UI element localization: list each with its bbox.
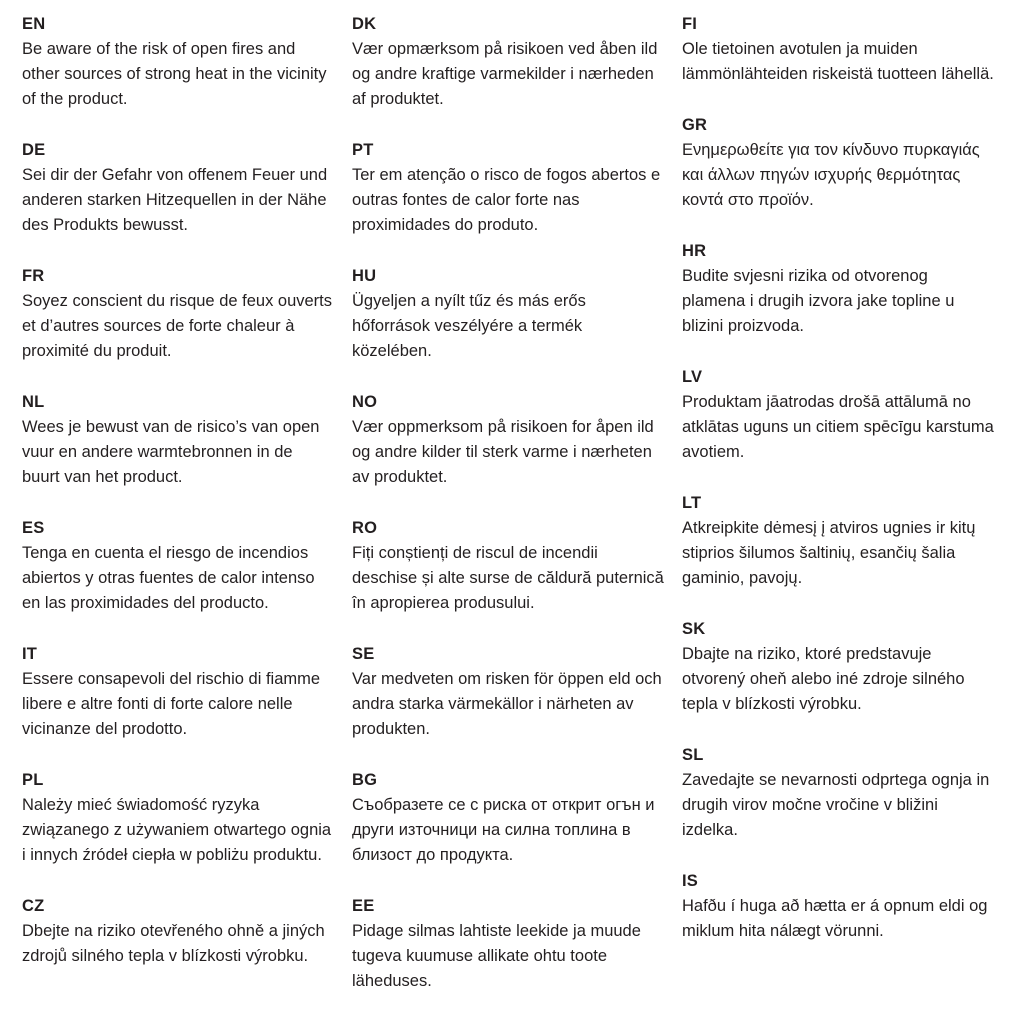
warning-text: Sei dir der Gefahr von offenem Feuer und anderen starken Hitzequellen in der Nähe des Produkts bewusst. [22, 166, 328, 234]
warning-text: Atkreipkite dėmesį į atviros ugnies ir kitų stiprios šilumos šaltinių, esančių šalia gaminio, pavojų. [682, 519, 976, 587]
language-code: IS [682, 872, 698, 890]
language-code: LT [682, 494, 702, 512]
warning-entry [682, 365, 994, 465]
warning-entry [352, 138, 664, 238]
language-code: FI [682, 15, 698, 33]
language-code: GR [682, 116, 708, 134]
warning-text: Dbajte na riziko, ktoré predstavuje otvorený oheň alebo iné zdroje silného tepla v blízkosti výrobku. [682, 645, 965, 713]
warning-entry [682, 113, 994, 213]
warning-text: Vær opmærksom på risikoen ved åben ild og andre kraftige varmekilder i nærheden af produktet. [352, 40, 658, 108]
language-code: HU [352, 267, 377, 285]
warning-text: Essere consapevoli del rischio di fiamme libere e altre fonti di forte calore nelle vicinanze del prodotto. [22, 670, 321, 738]
language-code: CZ [22, 897, 45, 915]
language-code: SE [352, 645, 375, 663]
warning-entry [352, 894, 664, 994]
warning-text: Hafðu í huga að hætta er á opnum eldi og miklum hita nálægt vörunni. [682, 897, 988, 940]
warning-entry [22, 516, 334, 616]
warning-text: Dbejte na riziko otevřeného ohně a jiných zdrojů silného tepla v blízkosti výrobku. [22, 922, 325, 965]
warning-text: Съобразете се с риска от открит огън и други източници на силна топлина в близост до продукта. [352, 796, 655, 864]
language-code: EN [22, 15, 46, 33]
language-code: DE [22, 141, 46, 159]
warning-entry [22, 894, 334, 969]
warning-text: Ενημερωθείτε για τον κίνδυνο πυρκαγιάς και άλλων πηγών ισχυρής θερμότητας κοντά στο προϊόν. [682, 141, 980, 209]
warning-text: Var medveten om risken för öppen eld och andra starka värmekällor i närheten av produkten. [352, 670, 662, 738]
language-code: DK [352, 15, 377, 33]
warning-entry [352, 768, 664, 868]
language-code: NL [22, 393, 45, 411]
language-code: SL [682, 746, 704, 764]
language-code: PT [352, 141, 374, 159]
language-code: SK [682, 620, 706, 638]
warning-entry [682, 869, 994, 944]
language-code: IT [22, 645, 38, 663]
warning-text: Zavedajte se nevarnosti odprtega ognja in drugih virov močne vročine v bližini izdelka. [682, 771, 990, 839]
warning-text: Ter em atenção o risco de fogos abertos e outras fontes de calor forte nas proximidades do produto. [352, 166, 661, 234]
warning-entry [352, 516, 664, 616]
warning-column-1 [22, 12, 334, 1020]
warning-entry [682, 743, 994, 843]
language-code: FR [22, 267, 45, 285]
warning-entry [682, 12, 994, 87]
warning-text: Należy mieć świadomość ryzyka związanego z używaniem otwartego ognia i innych źródeł ciepła w pobliżu produktu. [22, 796, 332, 864]
warning-entry [352, 390, 664, 490]
warning-text: Vær oppmerksom på risikoen for åpen ild og andre kilder til sterk varme i nærheten av produktet. [352, 418, 654, 486]
language-code: HR [682, 242, 707, 260]
warning-entry [682, 491, 994, 591]
warning-text: Tenga en cuenta el riesgo de incendios abiertos y otras fuentes de calor intenso en las proximidades del producto. [22, 544, 315, 612]
warning-entry [682, 617, 994, 717]
warning-text: Budite svjesni rizika od otvorenog plamena i drugih izvora jake topline u blizini proizvoda. [682, 267, 955, 335]
warning-text: Fiți conștienți de riscul de incendii deschise și alte surse de căldură puternică în apropierea produsului. [352, 544, 664, 612]
warning-text: Ügyeljen a nyílt tűz és más erős hőforrások veszélyére a termék közelében. [352, 292, 586, 360]
warning-entry [22, 264, 334, 364]
warning-entry [352, 642, 664, 742]
warning-text: Pidage silmas lahtiste leekide ja muude tugeva kuumuse allikate ohtu toote läheduses. [352, 922, 641, 990]
warning-entry [22, 768, 334, 868]
warning-text: Soyez conscient du risque de feux ouverts et d’autres sources de forte chaleur à proximité du produit. [22, 292, 333, 360]
language-code: LV [682, 368, 703, 386]
warning-entry [682, 239, 994, 339]
language-code: ES [22, 519, 45, 537]
language-code: RO [352, 519, 378, 537]
language-code: PL [22, 771, 44, 789]
warning-column-3 [682, 12, 994, 1020]
warning-text: Ole tietoinen avotulen ja muiden lämmönlähteiden riskeistä tuotteen lähellä. [682, 40, 994, 83]
warning-text: Wees je bewust van de risico’s van open vuur en andere warmtebronnen in de buurt van het product. [22, 418, 320, 486]
warning-text: Produktam jāatrodas drošā attālumā no atklātas uguns un citiem spēcīgu karstuma avotiem. [682, 393, 994, 461]
language-code: BG [352, 771, 378, 789]
warning-entry [22, 642, 334, 742]
warning-entry [22, 12, 334, 112]
warning-entry [352, 12, 664, 112]
warning-text: Be aware of the risk of open fires and other sources of strong heat in the vicinity of the product. [22, 40, 327, 108]
warning-entry [22, 390, 334, 490]
warning-entry [22, 138, 334, 238]
warning-entry [352, 264, 664, 364]
warning-column-2 [352, 12, 664, 1020]
language-code: EE [352, 897, 375, 915]
language-code: NO [352, 393, 378, 411]
